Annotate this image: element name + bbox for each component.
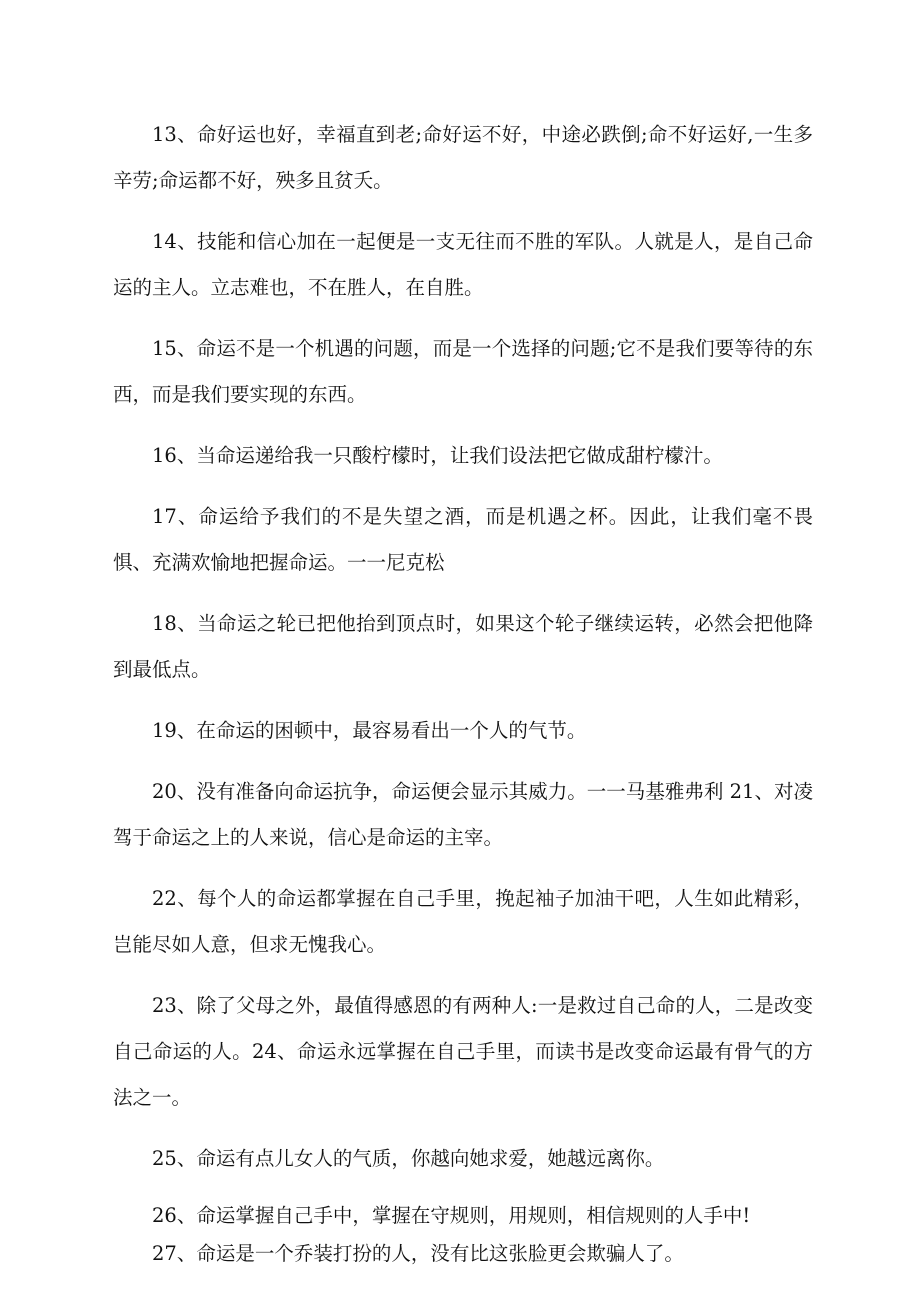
paragraph-15: 15、命运不是一个机遇的问题，而是一个选择的问题;它不是我们要等待的东西，而是我们要实现的东西。 — [113, 337, 813, 406]
paragraph-27: 27、命运是一个乔装打扮的人，没有比这张脸更会欺骗人了。 — [152, 1242, 684, 1265]
paragraph-17: 17、命运给予我们的不是失望之酒，而是机遇之杯。因此，让我们毫不畏惧、充满欢愉地把握命运。一一尼克松 — [113, 505, 813, 574]
paragraph-23-24: 23、除了父母之外，最值得感恩的有两种人:一是救过自己命的人，二是改变自己命运的人。24、命运永远掌握在自己手里，而读书是改变命运最有骨气的方法之一。 — [113, 994, 813, 1109]
paragraph-19: 19、在命运的困顿中，最容易看出一个人的气节。 — [152, 719, 587, 742]
paragraph-25: 25、命运有点儿女人的气质，你越向她求爱，她越远离你。 — [152, 1147, 665, 1170]
paragraph-18: 18、当命运之轮已把他抬到顶点时，如果这个轮子继续运转，必然会把他降到最低点。 — [113, 612, 813, 681]
paragraph-14: 14、技能和信心加在一起便是一支无往而不胜的军队。人就是人，是自己命运的主人。立志难也，不在胜人，在自胜。 — [113, 230, 813, 299]
paragraph-20-21: 20、没有准备向命运抗争，命运便会显示其威力。一一马基雅弗利 21、对凌驾于命运之上的人来说，信心是命运的主宰。 — [113, 780, 813, 849]
paragraph-26: 26、命运掌握自己手中，掌握在守规则，用规则，相信规则的人手中! — [152, 1204, 751, 1227]
paragraph-22: 22、每个人的命运都掌握在自己手里，挽起袖子加油干吧，人生如此精彩，岂能尽如人意，但求无愧我心。 — [113, 887, 813, 956]
paragraph-16: 16、当命运递给我一只酸柠檬时，让我们设法把它做成甜柠檬汁。 — [152, 444, 723, 467]
paragraph-13: 13、命好运也好，幸福直到老;命好运不好，中途必跌倒;命不好运好,一生多辛劳;命运都不好，殃多且贫夭。 — [113, 123, 813, 192]
document-body — [113, 112, 813, 1273]
